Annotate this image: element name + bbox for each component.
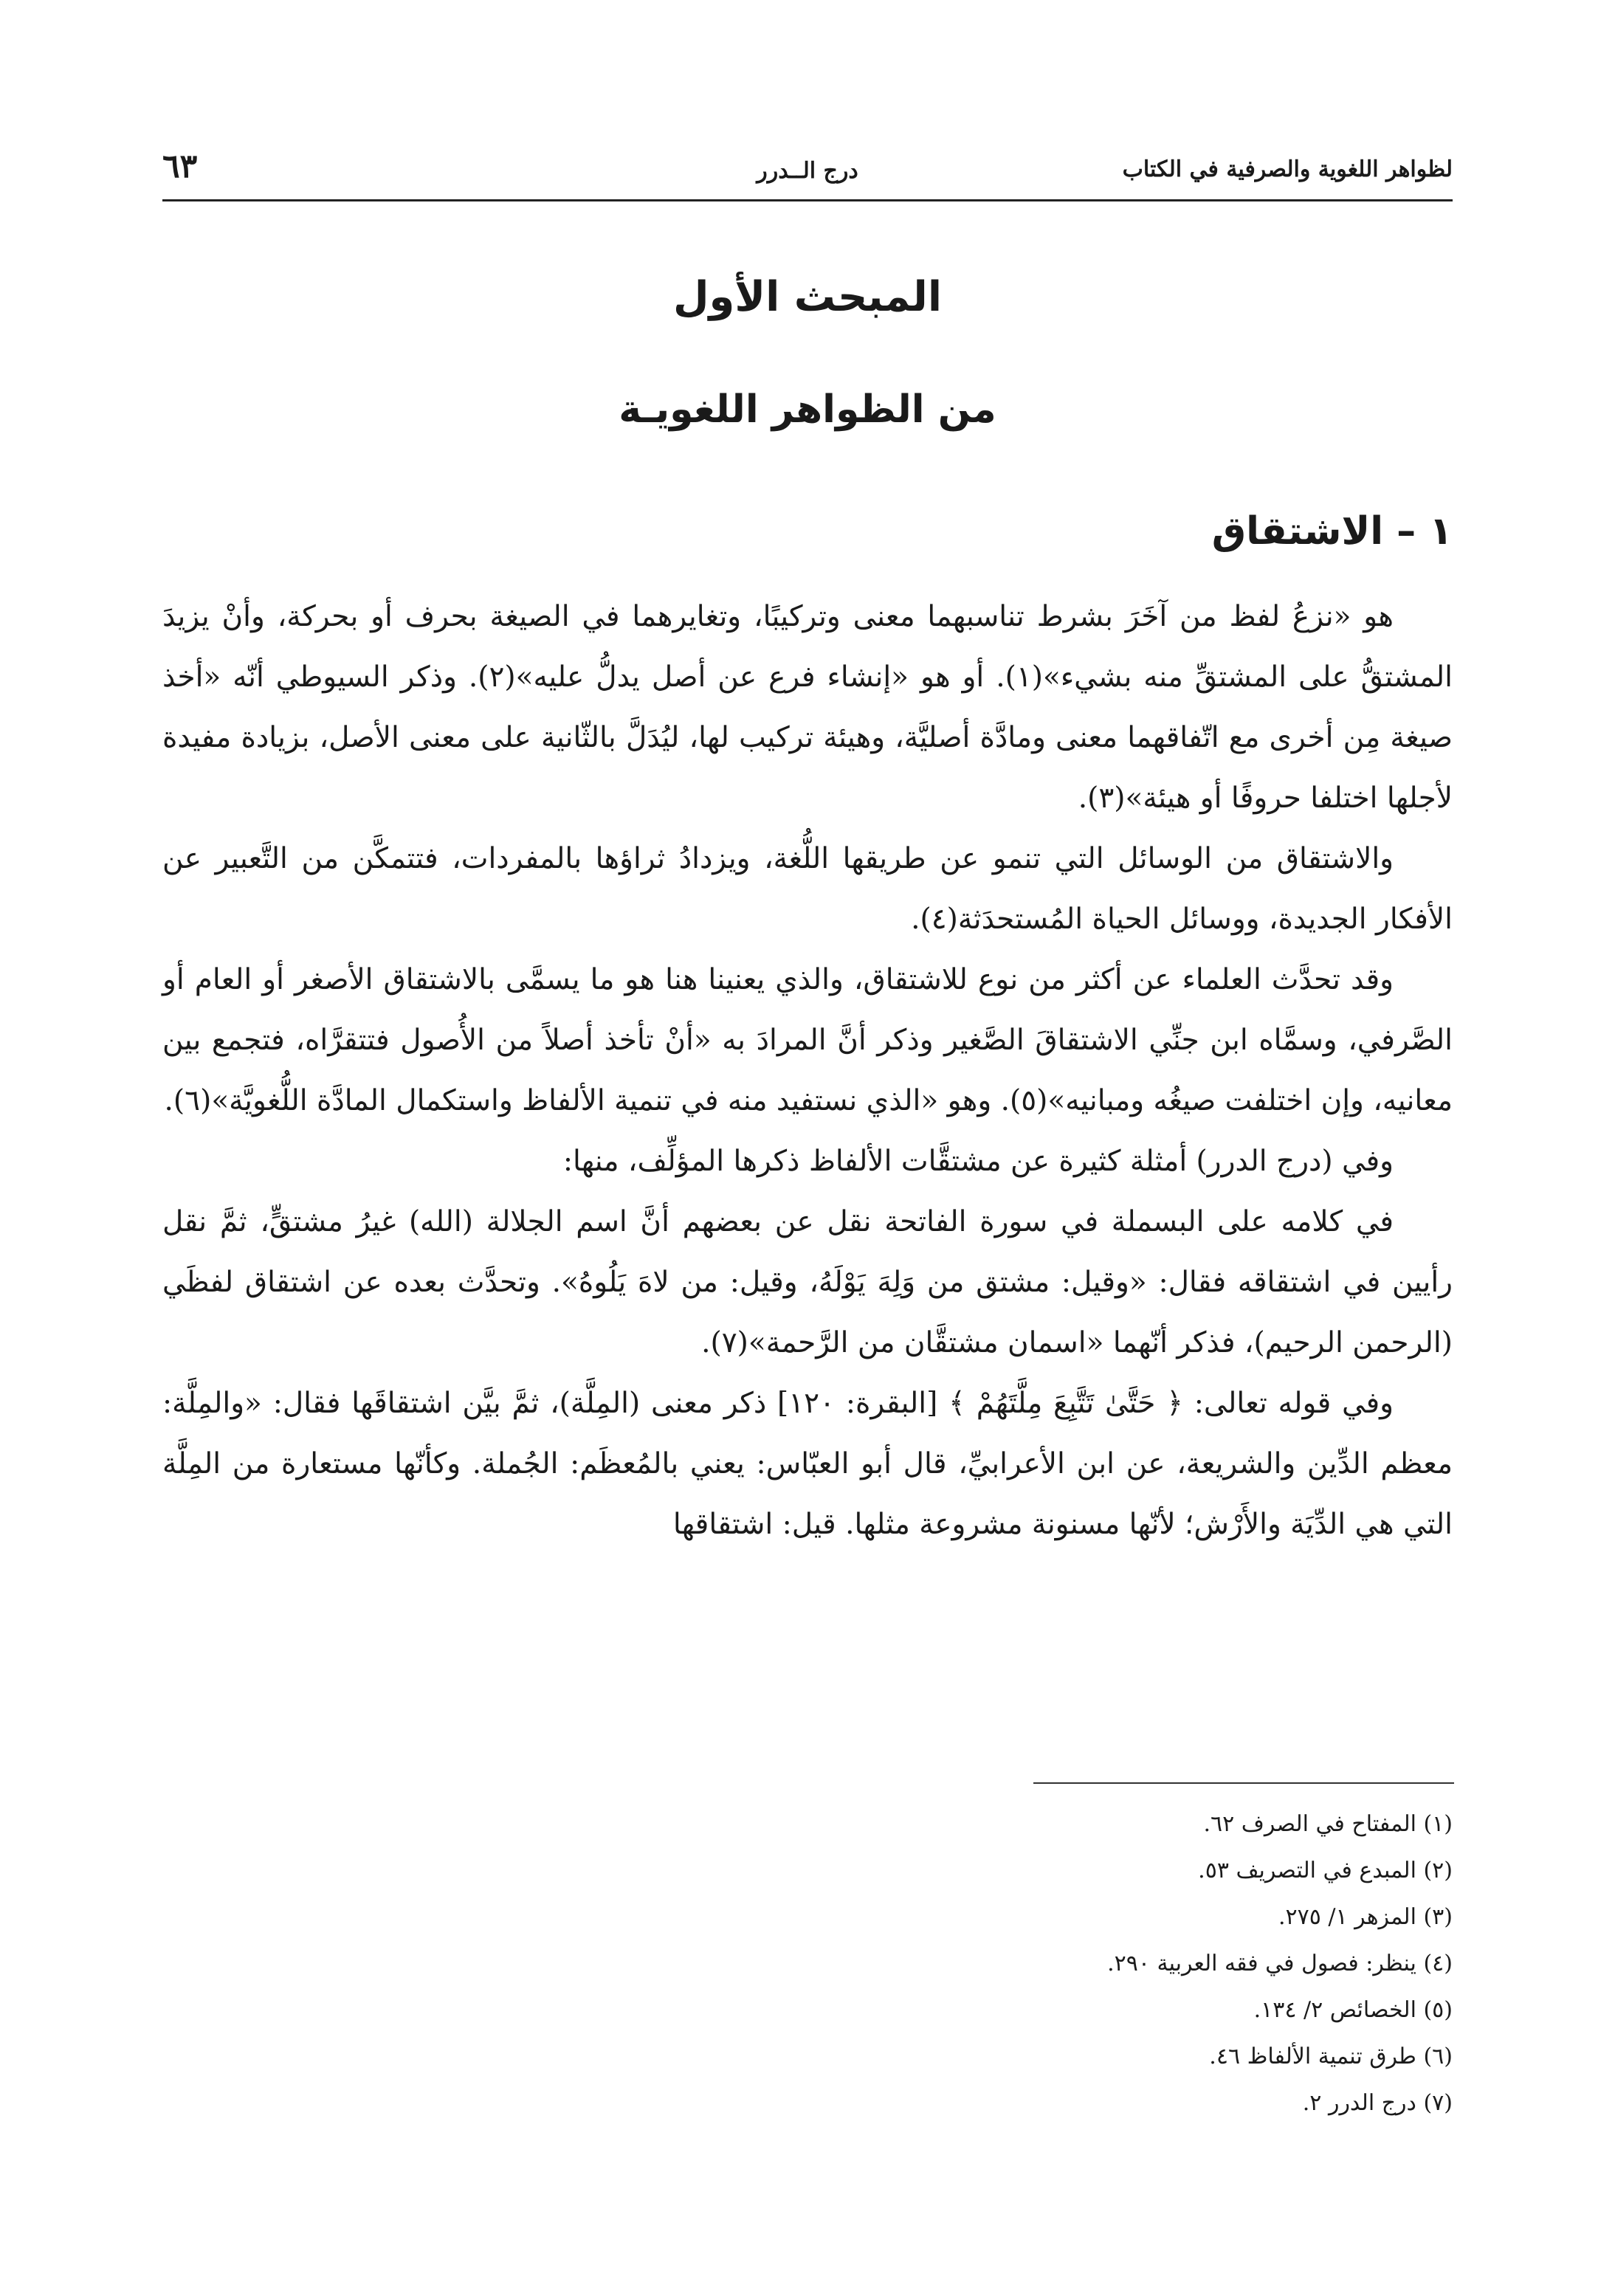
section-heading: ١ – الاشتقاق <box>1211 509 1453 554</box>
chapter-subtitle: من الظواهر اللغويـة <box>619 387 996 432</box>
page-number: ٦٣ <box>162 148 198 185</box>
paragraph: هو «نزعُ لفظ من آخَرَ بشرط تناسبهما معنى وتركيبًا، وتغايرهما في الصيغة بحرف أو بحركة، وأنْ يزيدَ المشتقُّ على المشتقِّ منه بشيء»(١). أو هو «إنشاء فرع عن أصل يدلُّ عليه»(٢). وذكر السيوطي أنّه «أخذ صيغة مِن أخرى مع اتّفاقهما معنى ومادَّة أصليَّة، وهيئة تركيب لها، ليُدَلَّ بالثّانية على معنى الأصل، بزيادة مفيدة لأجلها اختلفا حروفًا أو هيئة»(٣). <box>162 600 1453 815</box>
book-title: درج الــدرر <box>757 158 858 184</box>
footnote-divider <box>1033 1782 1454 1784</box>
paragraph: والاشتقاق من الوسائل التي تنمو عن طريقها اللُّغة، ويزدادُ ثراؤها بالمفردات، فتتمكَّن من التَّعبير عن الأفكار الجديدة، ووسائل الحياة المُستحدَثة(٤). <box>162 842 1453 936</box>
footnote: (٥) الخصائص ٢/ ١٣٤. <box>1253 1997 1453 2023</box>
footnote: (١) المفتاح في الصرف ٦٢. <box>1203 1811 1453 1837</box>
body-text <box>162 587 1453 1555</box>
footnote: (٧) درج الدرر ٢. <box>1302 2090 1453 2116</box>
footnote: (٦) طرق تنمية الألفاظ ٤٦. <box>1209 2044 1453 2069</box>
running-title: لظواهر اللغوية والصرفية في الكتاب <box>1122 156 1453 182</box>
footnote: (٢) المبدع في التصريف ٥٣. <box>1198 1858 1453 1883</box>
paragraph: وفي (درج الدرر) أمثلة كثيرة عن مشتقَّات الألفاظ ذكرها المؤلِّف، منها: <box>562 1145 1394 1178</box>
footnotes <box>862 1801 1453 2126</box>
paragraph: وفي قوله تعالى: ﴿ حَتَّىٰ تَتَّبِعَ مِلَّتَهُمْ ﴾ [البقرة: ١٢٠] ذكر معنى (المِلَّة)، ثمَّ بيَّن اشتقاقَها فقال: «والمِلَّة: معظم الدِّين والشريعة، عن ابن الأعرابيِّ، قال أبو العبّاس: يعني بالمُعظَم: الجُملة. وكأنّها مستعارة من المِلَّة التي هي الدِّيَة والأَرْش؛ لأنّها مسنونة مشروعة مثلها. قيل: اشتقاقها <box>162 1387 1453 1541</box>
footnote: (٤) ينظر: فصول في فقه العربية ٢٩٠. <box>1107 1951 1453 1976</box>
paragraph: وقد تحدَّث العلماء عن أكثر من نوع للاشتقاق، والذي يعنينا هنا هو ما يسمَّى بالاشتقاق الأصغر أو العام أو الصَّرفي، وسمَّاه ابن جنِّي الاشتقاقَ الصَّغير وذكر أنَّ المرادَ به «أنْ تأخذ أصلاً من الأُصول فتتقرَّاه، فتجمع بين معانيه، وإن اختلفت صيغُه ومبانيه»(٥). وهو «الذي نستفيد منه في تنمية الألفاظ واستكمال المادَّة اللُّغويَّة»(٦). <box>162 963 1453 1117</box>
footnote: (٣) المزهر ١/ ٢٧٥. <box>1278 1904 1453 1930</box>
header-divider <box>162 199 1453 201</box>
running-header <box>162 148 1453 199</box>
paragraph: في كلامه على البسملة في سورة الفاتحة نقل عن بعضهم أنَّ اسم الجلالة (الله) غيرُ مشتقٍّ، ثمَّ نقل رأيين في اشتقاقه فقال: «وقيل: مشتق من وَلِهَ يَوْلَهُ، وقيل: من لاهَ يَلُوهُ». وتحدَّث بعده عن اشتقاق لفظَي (الرحمن الرحيم)، فذكر أنّهما «اسمان مشتقَّان من الرَّحمة»(٧). <box>162 1205 1453 1359</box>
chapter-title: المبحث الأول <box>672 273 943 321</box>
